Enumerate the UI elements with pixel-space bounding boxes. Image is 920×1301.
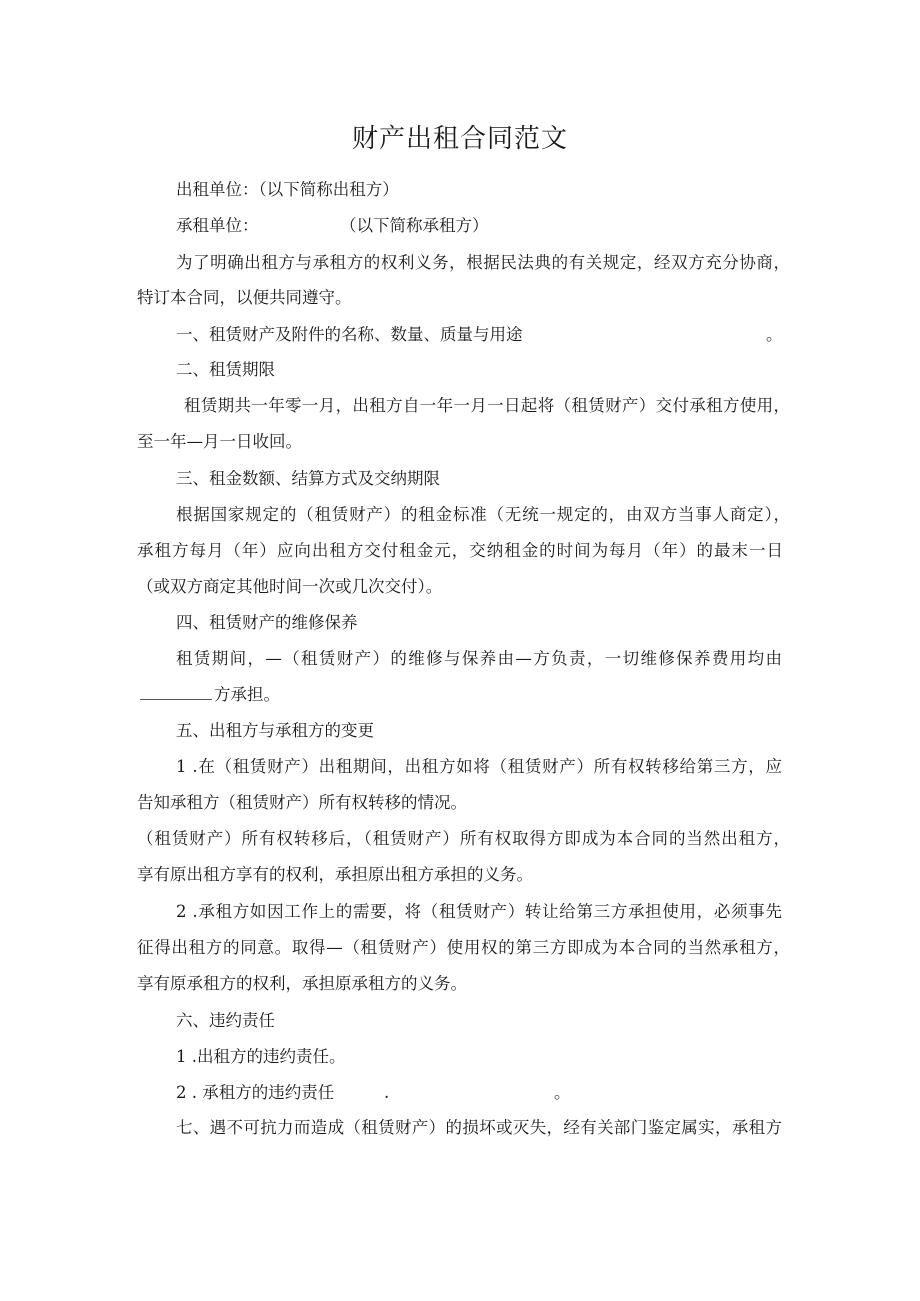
section-5-item-2-line-3: 享有原承租方的权利，承担原承租方的义务。 xyxy=(137,974,467,993)
section-5-heading: 五、出租方与承租方的变更 xyxy=(176,721,374,740)
section-5-item-1-line-3: （租赁财产）所有权转移后，（租赁财产）所有权取得方即成为本合同的当然出租方， xyxy=(137,829,790,848)
section-7-para-line-1: 七、遇不可抗力而造成（租赁财产）的损坏或灭失，经有关部门鉴定属实，承租方 xyxy=(176,1118,782,1137)
section-6-item-1: 1 .出租方的违约责任。 xyxy=(176,1047,346,1066)
section-2-heading: 二、租赁期限 xyxy=(176,360,275,379)
section-3-para-line-2: 承租方每月（年）应向出租方交付租金元，交纳租金的时间为每月（年）的最末一日 xyxy=(137,541,783,560)
lessee-note: （以下简称承租方） xyxy=(340,216,489,235)
section-6-item-2-end-mark: 。 xyxy=(554,1083,571,1102)
section-6-item-2-dot: . xyxy=(384,1083,390,1102)
section-5-item-1-line-1: 1 .在（租赁财产）出租期间，出租方如将（租赁财产）所有权转移给第三方，应 xyxy=(176,757,782,776)
section-5-item-2-line-2: 征得出租方的同意。取得—（租赁财产）使用权的第三方即成为本合同的当然承租方， xyxy=(137,938,790,957)
section-5-item-2-line-1: 2 .承租方如因工作上的需要，将（租赁财产）转让给第三方承担使用，必须事先 xyxy=(176,902,782,921)
section-3-para-line-1: 根据国家规定的（租赁财产）的租金标准（无统一规定的，由双方当事人商定）， xyxy=(176,505,790,524)
section-2-para-line-1: 租赁期共一年零一月，出租方自一年一月一日起将（租赁财产）交付承租方使用， xyxy=(184,396,790,415)
section-1-end-mark: 。 xyxy=(766,325,783,344)
section-2-para-line-2: 至一年—月一日收回。 xyxy=(137,432,302,451)
intro-line-2: 特订本合同，以便共同遵守。 xyxy=(137,288,352,307)
section-6-item-2: 2 . 承租方的违约责任 xyxy=(176,1083,335,1102)
fill-in-blank xyxy=(140,685,212,700)
document-title: 财产出租合同范文 xyxy=(351,124,568,154)
section-3-para-line-3: （或双方商定其他时间一次或几次交付）。 xyxy=(137,577,443,596)
section-3-heading: 三、租金数额、结算方式及交纳期限 xyxy=(176,469,440,488)
section-5-item-1-line-4: 享有原出租方享有的权利，承担原出租方承担的义务。 xyxy=(137,865,533,884)
section-1-heading: 一、租赁财产及附件的名称、数量、质量与用途 xyxy=(176,325,523,344)
section-4-para-tail: 方承担。 xyxy=(214,685,280,704)
lessee-label: 承租单位： xyxy=(176,216,259,235)
section-6-heading: 六、违约责任 xyxy=(176,1011,275,1030)
section-4-para-line-1: 租赁期间，—（租赁财产）的维修与保养由—方负责，一切维修保养费用均由 xyxy=(176,649,782,668)
section-5-item-1-line-2: 告知承租方（租赁财产）所有权转移的情况。 xyxy=(137,793,467,812)
intro-line-1: 为了明确出租方与承租方的权利义务，根据民法典的有关规定，经双方充分协商， xyxy=(176,253,790,272)
section-4-heading: 四、租赁财产的维修保养 xyxy=(176,613,358,632)
section-4-para-line-2 xyxy=(140,685,280,705)
lessor-line: 出租单位：（以下简称出租方） xyxy=(176,180,399,199)
